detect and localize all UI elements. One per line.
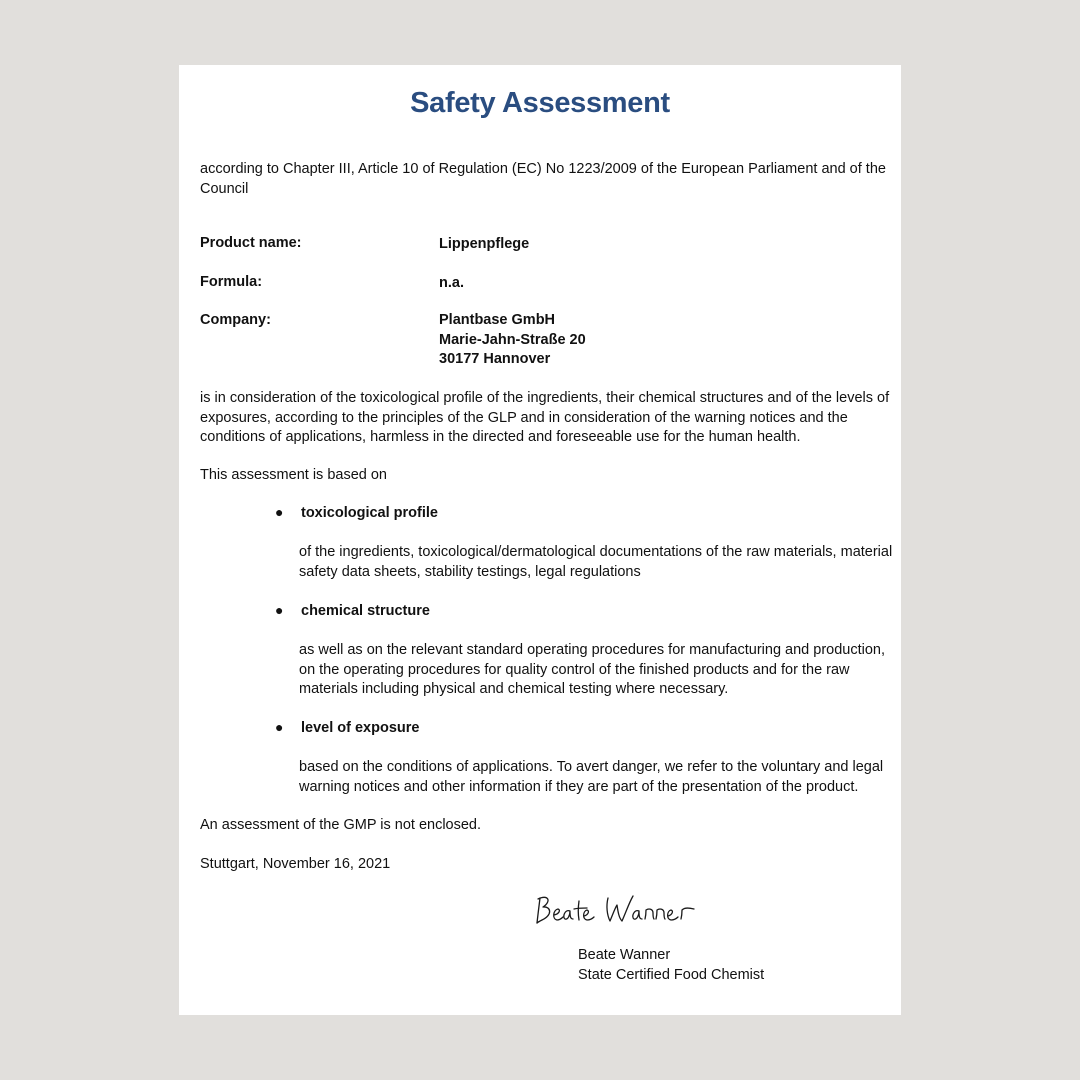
based-on-text: This assessment is based on xyxy=(200,467,387,483)
consideration-line-1: is in consideration of the toxicological profile of the ingredients, their chemical structures and of the levels of xyxy=(200,390,890,406)
place-and-date: Stuttgart, November 16, 2021 xyxy=(200,856,391,872)
bullet-icon: ● xyxy=(275,602,284,618)
product-name-label: Product name: xyxy=(200,235,302,251)
formula-label: Formula: xyxy=(200,274,263,290)
bullet-description-line: of the ingredients, toxicological/dermatological documentations of the raw materials, material xyxy=(299,544,893,560)
consideration-line-3: conditions of applications, harmless in the directed and foreseeable use for the human health. xyxy=(200,429,801,445)
regulation-intro xyxy=(200,160,886,199)
consideration-line-2: exposures, according to the principles of the GLP and in consideration of the warning notices and the xyxy=(200,409,848,426)
regulation-intro-line-1: according to Chapter III, Article 10 of Regulation (EC) No 1223/2009 of the European Parliament and of the xyxy=(200,161,886,177)
company-address xyxy=(439,311,586,370)
bullet-description-line: on the operating procedures for quality control of the finished products and for the raw xyxy=(299,661,850,678)
regulation-intro-line-2: Council xyxy=(200,180,249,197)
bullet-description xyxy=(299,641,885,700)
company-label: Company: xyxy=(200,312,271,328)
handwritten-signature xyxy=(534,890,699,932)
consideration-paragraph xyxy=(200,389,889,448)
company-street: Marie-Jahn-Straße 20 xyxy=(439,331,586,348)
bullet-description xyxy=(299,543,892,582)
bullet-heading: chemical structure xyxy=(301,603,430,619)
bullet-description-line: safety data sheets, stability testings, legal regulations xyxy=(299,563,641,580)
bullet-description xyxy=(299,758,883,797)
product-name-value: Lippenpflege xyxy=(439,236,530,252)
signer-title: State Certified Food Chemist xyxy=(578,966,765,983)
signer-name: Beate Wanner xyxy=(578,947,671,963)
bullet-icon: ● xyxy=(275,719,284,735)
bullet-icon: ● xyxy=(275,504,284,520)
bullet-description-line: as well as on the relevant standard operating procedures for manufacturing and production, xyxy=(299,642,885,658)
bullet-description-line: warning notices and other information if they are part of the presentation of the product. xyxy=(299,778,859,795)
bullet-heading: toxicological profile xyxy=(301,505,438,521)
bullet-heading: level of exposure xyxy=(301,720,420,736)
document-title: Safety Assessment xyxy=(410,87,670,119)
bullet-description-line: materials including physical and chemical testing where necessary. xyxy=(299,681,729,697)
document-page xyxy=(179,65,901,1015)
gmp-note: An assessment of the GMP is not enclosed. xyxy=(200,817,482,833)
signer-block xyxy=(578,946,764,985)
company-name: Plantbase GmbH xyxy=(439,312,556,328)
company-city: 30177 Hannover xyxy=(439,351,551,367)
formula-value: n.a. xyxy=(439,275,464,291)
bullet-description-line: based on the conditions of applications. To avert danger, we refer to the voluntary and legal xyxy=(299,759,884,775)
